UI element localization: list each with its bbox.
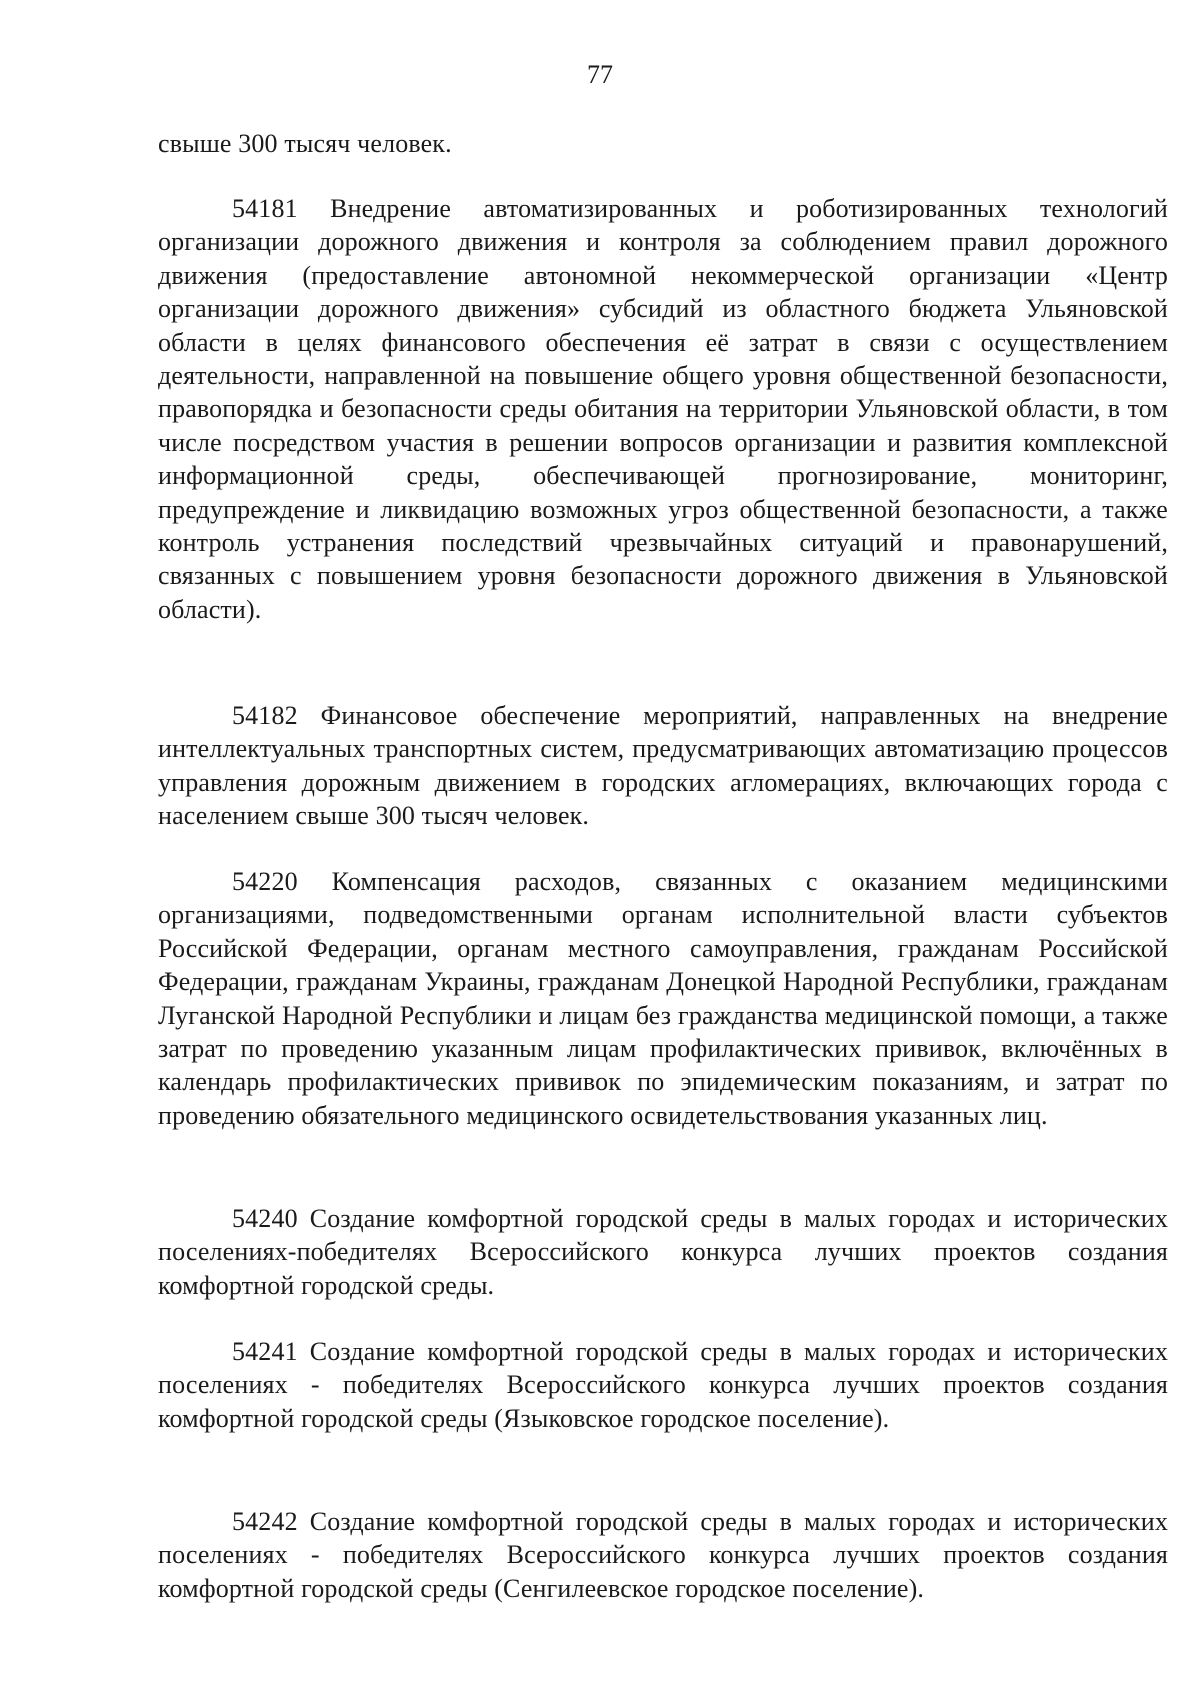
paragraph-54242: 54242 Создание комфортной городской среды в малых городах и исторических поселениях - победителях Всероссийского конкурса лучших проектов создания комфортной городской среды (Сенгилеевское городское поселение).: [158, 1507, 1168, 1603]
paragraph-54181: 54181 Внедрение автоматизированных и роботизированных технологий организации дорожного движения и контроля за соблюдением правил дорожного движения (предоставление автономной некоммерческой организации «Центр организации дорожного движения» субсидий из областного бюджета Ульяновской области в целях финансового обеспечения её затрат в связи с осуществлением деятельности, направленной на повышение общего уровня общественной безопасности, правопорядка и безопасности среды обитания на территории Ульяновской области, в том числе посредством участия в решении вопросов организации и развития комплексной информационной среды, обеспечивающей прогнозирование, мониторинг, предупреждение и ликвидацию возможных угроз общественной безопасности, а также контроль устранения последствий чрезвычайных ситуаций и правонарушений, связанных с повышением уровня безопасности дорожного движения в Ульяновской области).: [158, 194, 1168, 624]
paragraph-54241: 54241 Создание комфортной городской среды в малых городах и исторических поселениях - победителях Всероссийского конкурса лучших проектов создания комфортной городской среды (Языковское городское поселение).: [158, 1337, 1168, 1433]
paragraph-54220: 54220 Компенсация расходов, связанных с оказанием медицинскими организациями, подведомственными органам исполнительной власти субъектов Российской Федерации, органам местного самоуправления, гражданам Российской Федерации, гражданам Украины, гражданам Донецкой Народной Республики, гражданам Луганской Народной Республики и лицам без гражданства медицинской помощи, а также затрат по проведению указанным лицам профилактических прививок, включённых в календарь профилактических прививок по эпидемическим показаниям, и затрат по проведению обязательного медицинского освидетельствования указанных лиц.: [158, 867, 1168, 1130]
page-number: 77: [587, 60, 613, 89]
paragraph-54182: 54182 Финансовое обеспечение мероприятий, направленных на внедрение интеллектуальных транспортных систем, предусматривающих автоматизацию процессов управления дорожным движением в городских агломерациях, включающих города с населением свыше 300 тысяч человек.: [158, 701, 1168, 831]
continuation-text: свыше 300 тысяч человек.: [158, 129, 452, 158]
paragraph-54240: 54240 Создание комфортной городской среды в малых городах и исторических поселениях-победителях Всероссийского конкурса лучших проектов создания комфортной городской среды.: [158, 1204, 1168, 1300]
